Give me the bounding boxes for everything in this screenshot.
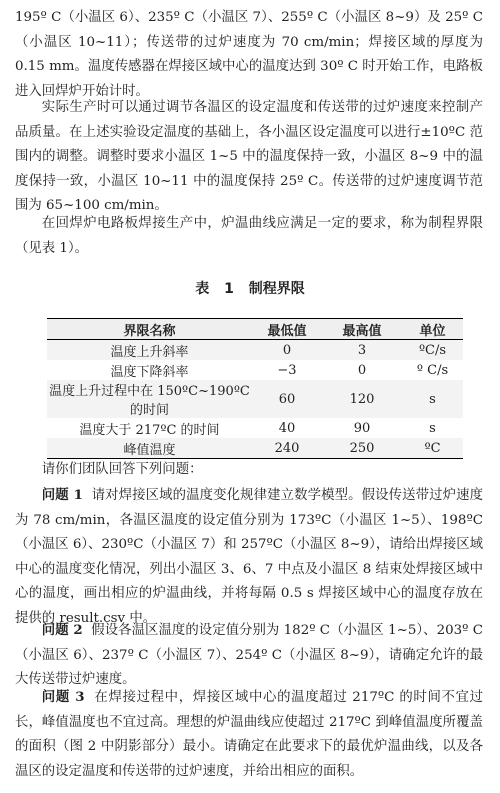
cell-name: 峰值温度 xyxy=(123,442,176,458)
question-3-label: 问题 3 xyxy=(41,689,85,705)
cell-unit: s xyxy=(429,420,436,436)
cell-unit: ºC/s xyxy=(418,342,447,358)
cell-max: 90 xyxy=(353,420,371,436)
cell-min: 0 xyxy=(282,342,292,358)
paragraph-process-limits: 在回焊炉电路板焊接生产中，炉温曲线应满足一定的要求，称为制程界限（见表 1）。 xyxy=(15,216,483,256)
cell-min: 240 xyxy=(274,440,300,456)
question-1-label: 问题 1 xyxy=(41,487,83,503)
question-3 xyxy=(15,685,483,784)
cell-min: −3 xyxy=(277,362,297,378)
table-row xyxy=(47,340,463,361)
process-limits-table xyxy=(47,318,463,459)
question-2-text: 假设各温区温度的设定值分别为 182º C（小温区 1~5）、203º C（小温区 6）、237º C（小温区 7）、254º C（小温区 8~9），请确定允许的最大传送带过炉速度。 xyxy=(15,623,483,687)
table-title: 表 1 制程界限 xyxy=(195,281,305,297)
paragraph-questions-intro: 请你们团队回答下列问题： xyxy=(41,462,203,477)
table-row xyxy=(47,360,463,380)
paragraph-adjustment: 实际生产时可以通过调节各温区的设定温度和传送带的过炉速度来控制产品质量。在上述实验设定温度的基础上，各小温区设定温度可以进行±10ºC 范围内的调整。调整时要求小温区 1~5 中的温度保持一致，小温区 8~9 中的温度保持一致，小温区 10~11 中的温度保持 25º C。传送带的过炉速度调节范围为 65~100 cm/min。 xyxy=(15,100,483,213)
question-2 xyxy=(15,618,483,693)
question-3-text: 在焊接过程中，焊接区域中心的温度超过 217ºC 的时间不宜过长，峰值温度也不宜过高。理想的炉温曲线应使超过 217ºC 到峰值温度所覆盖的面积（图 2 中阴影部分）最小。请确定在此要求下的最优炉温曲线，以及各温区的设定温度和传送带的过炉速度，并给出相应的面积。 xyxy=(15,690,483,779)
cell-unit: ºC xyxy=(424,440,441,456)
cell-max: 3 xyxy=(357,342,367,358)
question-2-label: 问题 2 xyxy=(41,622,83,638)
cell-unit: º C/s xyxy=(416,362,449,378)
question-1-text: 请对焊接区域的温度变化规律建立数学模型。假设传送带过炉速度为 78 cm/min，各温区温度的设定值分别为 173ºC（小温区 1~5）、198ºC（小温区 6）、230ºC（小温区 7）和 257ºC（小温区 8~9），请给出焊接区域中心的温度变化情况，列出小温区 3、6、7 中点及小温区 8 结束处焊接区域中心的温度，画出相应的炉温曲线，并将每隔 0.5 s 焊接区域中心的温度存放在提供的 result.csv 中。 xyxy=(15,488,484,626)
table-row xyxy=(47,380,463,418)
cell-name: 温度大于 217ºC 的时间 xyxy=(79,422,220,438)
cell-name: 温度上升斜率 xyxy=(110,344,189,360)
header-min: 最低值 xyxy=(267,323,307,339)
cell-name: 温度上升过程中在 150ºC~190ºC 的时间 xyxy=(49,384,250,418)
cell-name: 温度下降斜率 xyxy=(110,364,189,380)
cell-max: 120 xyxy=(349,391,375,407)
paragraph-intro-temperatures: 195º C（小温区 6）、235º C（小温区 7）、255º C（小温区 8~9）及 25º C（小温区 10~11）；传送带的过炉速度为 70 cm/min；焊接区域的厚度为 0.15 mm。温度传感器在焊接区域中心的温度达到 30º C 时开始工作，电路板进入回焊炉开始计时。 xyxy=(15,10,483,99)
cell-min: 60 xyxy=(278,391,296,407)
cell-max: 0 xyxy=(357,362,367,378)
question-1 xyxy=(15,483,483,631)
header-unit: 单位 xyxy=(419,323,446,339)
table-row xyxy=(47,438,463,459)
header-limit-name: 界限名称 xyxy=(123,323,176,339)
cell-max: 250 xyxy=(349,440,375,456)
cell-unit: s xyxy=(429,391,436,407)
cell-min: 40 xyxy=(278,420,296,436)
table-header-row xyxy=(47,319,463,340)
header-max: 最高值 xyxy=(342,323,382,339)
table-row xyxy=(47,418,463,438)
